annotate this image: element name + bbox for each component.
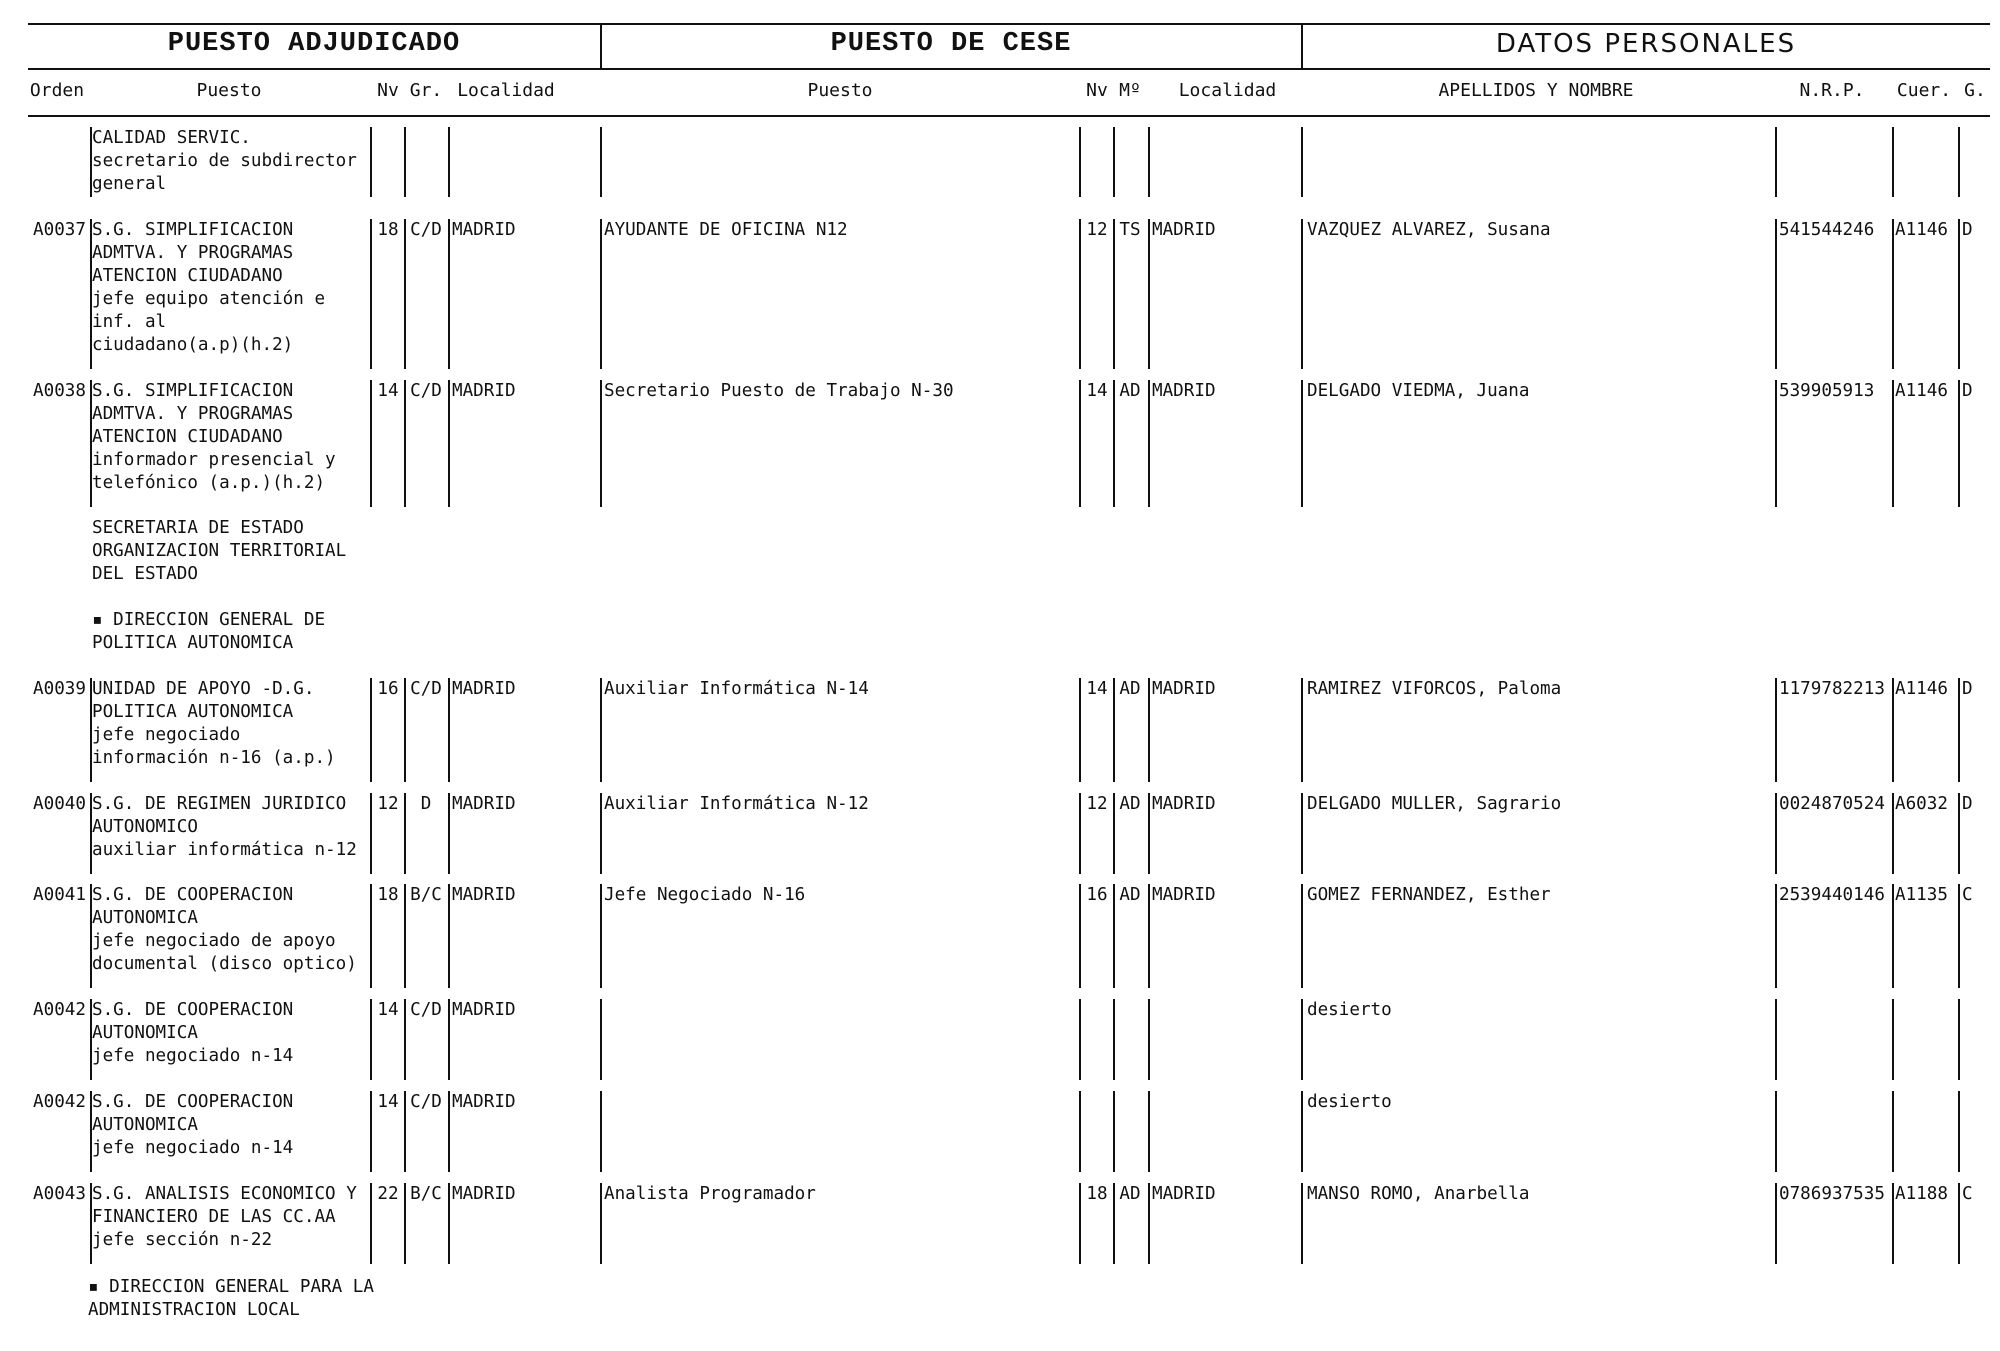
column-separator xyxy=(600,127,602,197)
column-separator xyxy=(600,678,602,782)
column-separator xyxy=(600,1091,602,1172)
nivel-cell: 18 xyxy=(377,885,399,905)
cese-localidad-cell: MADRID xyxy=(1152,381,1216,401)
text-line: ADMTVA. Y PROGRAMAS xyxy=(92,404,294,424)
column-separator xyxy=(1079,999,1081,1080)
orden-cell: A0041 xyxy=(33,885,86,905)
cuerpo-cell: A6032 xyxy=(1895,794,1948,814)
text-line: S.G. SIMPLIFICACION xyxy=(92,220,294,240)
column-separator xyxy=(1775,127,1777,197)
table-row xyxy=(0,1183,2000,1264)
localidad-cell: MADRID xyxy=(452,381,516,401)
column-separator xyxy=(448,127,450,197)
column-separator xyxy=(1148,1183,1150,1264)
column-separator xyxy=(448,999,450,1080)
cese-puesto-cell: Secretario Puesto de Trabajo N-30 xyxy=(604,381,954,401)
table-row xyxy=(0,380,2000,507)
text-line: S.G. DE COOPERACION xyxy=(92,1092,294,1112)
column-separator xyxy=(1958,1183,1960,1264)
column-separator xyxy=(600,884,602,988)
column-separator xyxy=(1148,1091,1150,1172)
heading-line: ▪ DIRECCION GENERAL PARA LA xyxy=(88,1277,374,1297)
col-header-gr: Gr. xyxy=(409,80,443,101)
column-separator xyxy=(1892,127,1894,197)
g-cell: D xyxy=(1962,381,1973,401)
col-header-localidad: Localidad xyxy=(457,80,555,101)
grupo-cell: C/D xyxy=(410,220,442,240)
localidad-cell: MADRID xyxy=(452,885,516,905)
text-line: UNIDAD DE APOYO -D.G. xyxy=(92,679,315,699)
cese-puesto-cell: Jefe Negociado N-16 xyxy=(604,885,806,905)
cese-nivel-cell: 14 xyxy=(1086,679,1108,699)
g-cell: D xyxy=(1962,679,1973,699)
column-separator xyxy=(1775,1183,1777,1264)
col-header-cese-nv: Nv xyxy=(1086,80,1108,101)
puesto-cell xyxy=(92,884,370,976)
text-line: jefe negociado n-14 xyxy=(92,1046,294,1066)
g-cell: C xyxy=(1962,1184,1973,1204)
text-line: auxiliar informática n-12 xyxy=(92,840,357,860)
text-line: FINANCIERO DE LAS CC.AA xyxy=(92,1207,336,1227)
text-line: jefe negociado xyxy=(92,725,241,745)
column-separator xyxy=(600,793,602,874)
cese-puesto-cell: Auxiliar Informática N-14 xyxy=(604,679,869,699)
localidad-cell: MADRID xyxy=(452,679,516,699)
nrp-cell: 1179782213 xyxy=(1779,679,1885,699)
apellidos-nombre-cell: RAMIREZ VIFORCOS, Paloma xyxy=(1307,679,1562,699)
nrp-cell: 0786937535 xyxy=(1779,1184,1885,1204)
orden-cell: A0040 xyxy=(33,794,86,814)
text-line: POLITICA AUTONOMICA xyxy=(92,702,294,722)
apellidos-nombre-cell: desierto xyxy=(1307,1000,1392,1020)
grupo-cell: C/D xyxy=(410,679,442,699)
column-separator xyxy=(600,380,602,507)
cese-m-cell: AD xyxy=(1119,381,1141,401)
puesto-cell xyxy=(92,127,370,196)
table-row xyxy=(0,127,2000,197)
column-separator xyxy=(448,793,450,874)
cese-m-cell: AD xyxy=(1119,885,1141,905)
text-line: CALIDAD SERVIC. xyxy=(92,128,251,148)
cese-localidad-cell: MADRID xyxy=(1152,885,1216,905)
cese-nivel-cell: 14 xyxy=(1086,381,1108,401)
column-separator xyxy=(1775,219,1777,369)
cese-localidad-cell: MADRID xyxy=(1152,220,1216,240)
text-line: jefe negociado de apoyo xyxy=(92,931,336,951)
column-separator xyxy=(1775,380,1777,507)
g-cell: D xyxy=(1962,794,1973,814)
nivel-cell: 16 xyxy=(377,679,399,699)
column-separator xyxy=(1958,219,1960,369)
text-line: ATENCION CIUDADANO xyxy=(92,266,283,286)
text-line: inf. al xyxy=(92,312,167,332)
column-separator xyxy=(1892,678,1894,782)
column-separator xyxy=(448,678,450,782)
column-separator xyxy=(1892,999,1894,1080)
column-separator xyxy=(1301,380,1303,507)
column-separator xyxy=(1958,678,1960,782)
apellidos-nombre-cell: DELGADO MULLER, Sagrario xyxy=(1307,794,1562,814)
cuerpo-cell: A1146 xyxy=(1895,381,1948,401)
column-separator xyxy=(1958,380,1960,507)
text-line: S.G. DE COOPERACION xyxy=(92,885,294,905)
nivel-cell: 12 xyxy=(377,794,399,814)
table-row xyxy=(0,999,2000,1080)
localidad-cell: MADRID xyxy=(452,220,516,240)
cese-m-cell: TS xyxy=(1119,220,1141,240)
column-separator xyxy=(1301,219,1303,369)
cese-localidad-cell: MADRID xyxy=(1152,679,1216,699)
column-separator xyxy=(1958,793,1960,874)
text-line: informador presencial y xyxy=(92,450,336,470)
column-separator xyxy=(1148,793,1150,874)
orden-cell: A0038 xyxy=(33,381,86,401)
col-header-cese-m: Mº xyxy=(1119,80,1141,101)
puesto-cell xyxy=(92,999,370,1068)
apellidos-nombre-cell: DELGADO VIEDMA, Juana xyxy=(1307,381,1530,401)
column-separator xyxy=(448,380,450,507)
orden-cell: A0042 xyxy=(33,1000,86,1020)
column-separator xyxy=(1079,1091,1081,1172)
g-cell: C xyxy=(1962,885,1973,905)
puesto-cell xyxy=(92,1091,370,1160)
apellidos-nombre-cell: desierto xyxy=(1307,1092,1392,1112)
section-header-rule xyxy=(28,68,1990,70)
cese-nivel-cell: 12 xyxy=(1086,220,1108,240)
heading-dg-politica-autonomica xyxy=(92,609,325,655)
column-separator xyxy=(1148,999,1150,1080)
column-separator xyxy=(1301,1091,1303,1172)
column-separator xyxy=(1892,380,1894,507)
heading-line: ▪ DIRECCION GENERAL DE xyxy=(92,610,326,630)
cese-nivel-cell: 16 xyxy=(1086,885,1108,905)
col-header-nv: Nv xyxy=(377,80,399,101)
column-separator xyxy=(1775,678,1777,782)
orden-cell: A0039 xyxy=(33,679,86,699)
column-separator xyxy=(1958,1091,1960,1172)
col-header-apellidos: APELLIDOS Y NOMBRE xyxy=(1438,80,1634,101)
text-line: documental (disco optico) xyxy=(92,954,357,974)
column-separator xyxy=(1148,380,1150,507)
puesto-cell xyxy=(92,793,370,862)
text-line: S.G. SIMPLIFICACION xyxy=(92,381,294,401)
puesto-cell xyxy=(92,219,370,357)
nivel-cell: 14 xyxy=(377,1000,399,1020)
heading-secretaria-estado xyxy=(92,517,346,586)
column-separator xyxy=(1301,127,1303,197)
column-separator xyxy=(1079,127,1081,197)
cese-m-cell: AD xyxy=(1119,1184,1141,1204)
nrp-cell: 0024870524 xyxy=(1779,794,1885,814)
column-separator xyxy=(1958,884,1960,988)
col-header-puesto: Puesto xyxy=(196,80,262,101)
orden-cell: A0037 xyxy=(33,220,86,240)
grupo-cell: B/C xyxy=(410,885,442,905)
column-separator xyxy=(1892,884,1894,988)
cese-puesto-cell: AYUDANTE DE OFICINA N12 xyxy=(604,220,848,240)
column-separator xyxy=(1775,793,1777,874)
grupo-cell: C/D xyxy=(410,1092,442,1112)
column-separator xyxy=(448,1183,450,1264)
column-separator xyxy=(1301,1183,1303,1264)
col-header-g: G. xyxy=(1964,80,1986,101)
apellidos-nombre-cell: VAZQUEZ ALVAREZ, Susana xyxy=(1307,220,1551,240)
localidad-cell: MADRID xyxy=(452,1092,516,1112)
localidad-cell: MADRID xyxy=(452,1000,516,1020)
column-separator xyxy=(1148,678,1150,782)
text-line: AUTONOMICA xyxy=(92,1023,198,1043)
heading-line: DEL ESTADO xyxy=(92,564,198,584)
column-separator xyxy=(1892,1091,1894,1172)
heading-line: SECRETARIA DE ESTADO xyxy=(92,518,304,538)
column-separator xyxy=(1301,999,1303,1080)
heading-line: POLITICA AUTONOMICA xyxy=(92,633,294,653)
col-header-orden: Orden xyxy=(29,80,85,101)
puesto-cell xyxy=(92,678,370,770)
section-header-adjudicado: PUESTO ADJUDICADO xyxy=(167,29,461,59)
column-separator xyxy=(1301,793,1303,874)
apellidos-nombre-cell: MANSO ROMO, Anarbella xyxy=(1307,1184,1530,1204)
nivel-cell: 22 xyxy=(377,1184,399,1204)
column-separator xyxy=(1301,678,1303,782)
heading-line: ORGANIZACION TERRITORIAL xyxy=(92,541,347,561)
column-separator xyxy=(1892,793,1894,874)
column-separator xyxy=(1113,999,1115,1080)
column-separator xyxy=(1113,127,1115,197)
cuerpo-cell: A1135 xyxy=(1895,885,1948,905)
text-line: S.G. ANALISIS ECONOMICO Y xyxy=(92,1184,357,1204)
col-header-cese-puesto: Puesto xyxy=(807,80,873,101)
column-separator xyxy=(1113,1091,1115,1172)
section-header-cese: PUESTO DE CESE xyxy=(830,29,1072,59)
nrp-cell: 539905913 xyxy=(1779,381,1875,401)
cuerpo-cell: A1146 xyxy=(1895,220,1948,240)
table-row xyxy=(0,1091,2000,1172)
puesto-cell xyxy=(92,380,370,495)
cese-puesto-cell: Analista Programador xyxy=(604,1184,816,1204)
column-separator xyxy=(448,1091,450,1172)
col-header-cese-localidad: Localidad xyxy=(1178,80,1277,101)
nrp-cell: 541544246 xyxy=(1779,220,1875,240)
text-line: jefe equipo atención e xyxy=(92,289,326,309)
text-line: telefónico (a.p.)(h.2) xyxy=(92,473,326,493)
cuerpo-cell: A1188 xyxy=(1895,1184,1948,1204)
text-line: ATENCION CIUDADANO xyxy=(92,427,283,447)
grupo-cell: C/D xyxy=(410,381,442,401)
text-line: información n-16 (a.p.) xyxy=(92,748,336,768)
localidad-cell: MADRID xyxy=(452,1184,516,1204)
nivel-cell: 18 xyxy=(377,220,399,240)
column-separator xyxy=(1892,1183,1894,1264)
grupo-cell: B/C xyxy=(410,1184,442,1204)
column-separator xyxy=(600,219,602,369)
column-separator xyxy=(600,1183,602,1264)
text-line: ADMTVA. Y PROGRAMAS xyxy=(92,243,294,263)
grupo-cell: C/D xyxy=(410,1000,442,1020)
text-line: S.G. DE REGIMEN JURIDICO xyxy=(92,794,347,814)
heading-line: ADMINISTRACION LOCAL xyxy=(88,1300,300,1320)
cese-nivel-cell: 12 xyxy=(1086,794,1108,814)
localidad-cell: MADRID xyxy=(452,794,516,814)
orden-cell: A0043 xyxy=(33,1184,86,1204)
text-line: S.G. DE COOPERACION xyxy=(92,1000,294,1020)
text-line: general xyxy=(92,174,167,194)
puesto-cell xyxy=(92,1183,370,1252)
nrp-cell: 2539440146 xyxy=(1779,885,1885,905)
column-separator xyxy=(1958,999,1960,1080)
cese-nivel-cell: 18 xyxy=(1086,1184,1108,1204)
column-separator xyxy=(1958,127,1960,197)
nivel-cell: 14 xyxy=(377,381,399,401)
column-separator xyxy=(404,127,406,197)
nivel-cell: 14 xyxy=(377,1092,399,1112)
column-separator xyxy=(448,219,450,369)
cese-m-cell: AD xyxy=(1119,794,1141,814)
heading-dg-administracion-local xyxy=(88,1276,374,1322)
g-cell: D xyxy=(1962,220,1973,240)
column-separator xyxy=(1775,999,1777,1080)
text-line: jefe sección n-22 xyxy=(92,1230,273,1250)
column-separator xyxy=(1148,127,1150,197)
column-separator xyxy=(1148,219,1150,369)
column-separator xyxy=(448,884,450,988)
column-separator xyxy=(370,127,372,197)
orden-cell: A0042 xyxy=(33,1092,86,1112)
column-separator xyxy=(600,999,602,1080)
col-header-nrp: N.R.P. xyxy=(1799,80,1865,101)
text-line: secretario de subdirector xyxy=(92,151,357,171)
grupo-cell: D xyxy=(420,794,432,814)
section-header-datos-personales: DATOS PERSONALES xyxy=(1495,29,1797,59)
cese-localidad-cell: MADRID xyxy=(1152,1184,1216,1204)
text-line: AUTONOMICA xyxy=(92,908,198,928)
column-separator xyxy=(1775,1091,1777,1172)
apellidos-nombre-cell: GOMEZ FERNANDEZ, Esther xyxy=(1307,885,1551,905)
col-header-cuer: Cuer. xyxy=(1896,80,1952,101)
table-row xyxy=(0,884,2000,988)
text-line: jefe negociado n-14 xyxy=(92,1138,294,1158)
cese-m-cell: AD xyxy=(1119,679,1141,699)
text-line: ciudadano(a.p)(h.2) xyxy=(92,335,294,355)
column-separator xyxy=(1148,884,1150,988)
column-separator xyxy=(1301,884,1303,988)
column-header-rule xyxy=(28,115,1990,117)
table-row xyxy=(0,678,2000,782)
column-separator xyxy=(1775,884,1777,988)
table-row xyxy=(0,793,2000,874)
column-separator xyxy=(1892,219,1894,369)
cese-localidad-cell: MADRID xyxy=(1152,794,1216,814)
cuerpo-cell: A1146 xyxy=(1895,679,1948,699)
table-row xyxy=(0,219,2000,369)
text-line: AUTONOMICO xyxy=(92,817,198,837)
cese-puesto-cell: Auxiliar Informática N-12 xyxy=(604,794,869,814)
text-line: AUTONOMICA xyxy=(92,1115,198,1135)
